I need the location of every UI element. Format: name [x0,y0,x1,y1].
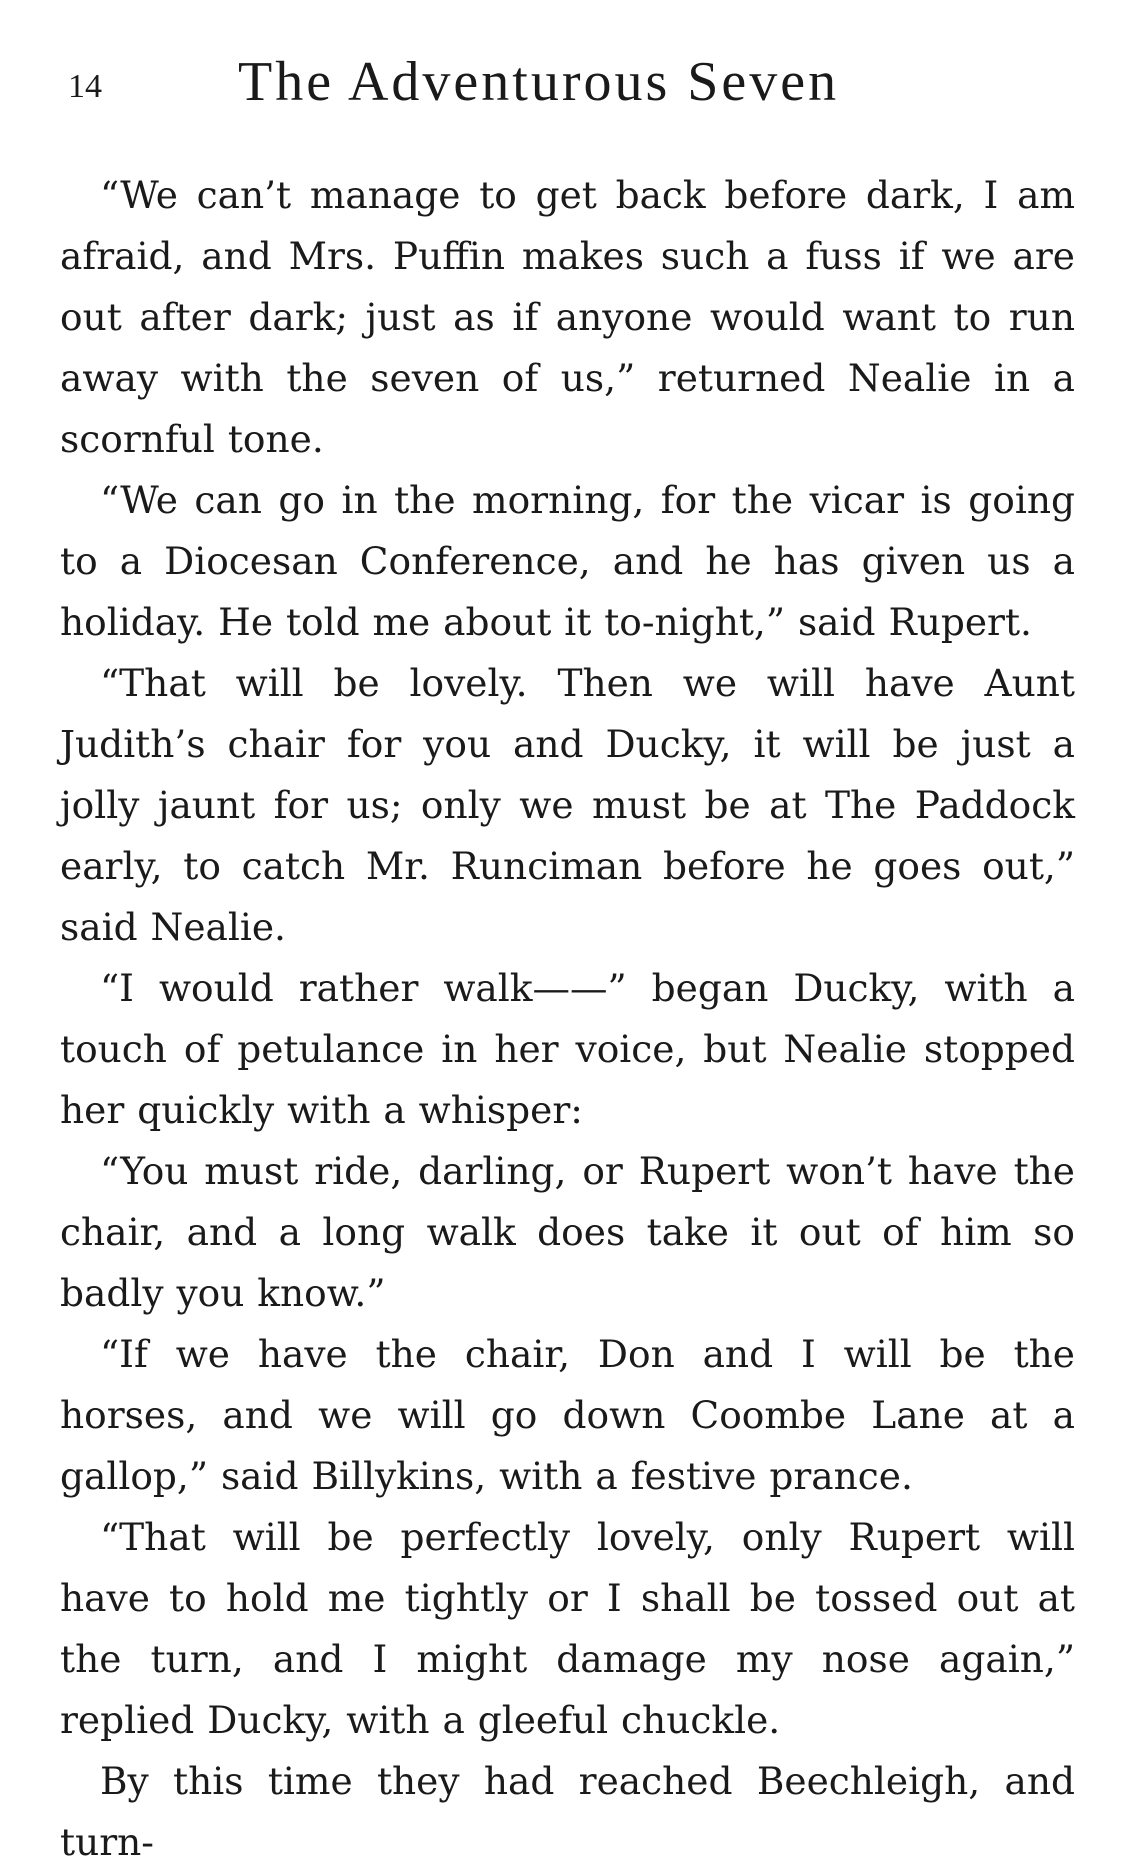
body-text [60,165,1075,1873]
paragraph-7: “That will be perfectly lovely, only Rupert will have to hold me tightly or I shall be tossed out at the turn, and I might damage my nose again,” replied Ducky, with a gleeful chuckle. [60,1515,1075,1742]
running-title: The Adventurous Seven [238,51,840,113]
paragraph-6: “If we have the chair, Don and I will be the horses, and we will go down Coombe Lane at a gallop,” said Billykins, with a festive prance. [60,1332,1075,1498]
paragraph-5: “You must ride, darling, or Rupert won’t have the chair, and a long walk does take it out of him so badly you know.” [60,1149,1075,1315]
paragraph-3: “That will be lovely. Then we will have Aunt Judith’s chair for you and Ducky, it will be just a jolly jaunt for us; only we must be at The Paddock early, to catch Mr. Runciman before he goes out,” said Nealie. [60,661,1075,949]
page-number: 14 [68,68,102,105]
paragraph-1: “We can’t manage to get back before dark, I am afraid, and Mrs. Puffin makes such a fuss if we are out after dark; just as if anyone would want to run away with the seven of us,” returned Nealie in a scornful tone. [60,173,1075,461]
paragraph-4: “I would rather walk——” began Ducky, with a touch of petulance in her voice, but Nealie stopped her quickly with a whisper: [60,966,1075,1132]
paragraph-8: By this time they had reached Beechleigh, and turn- [60,1759,1075,1864]
page-header [60,50,1080,130]
paragraph-2: “We can go in the morning, for the vicar is going to a Diocesan Conference, and he has given us a holiday. He told me about it to-night,” said Rupert. [60,478,1075,644]
